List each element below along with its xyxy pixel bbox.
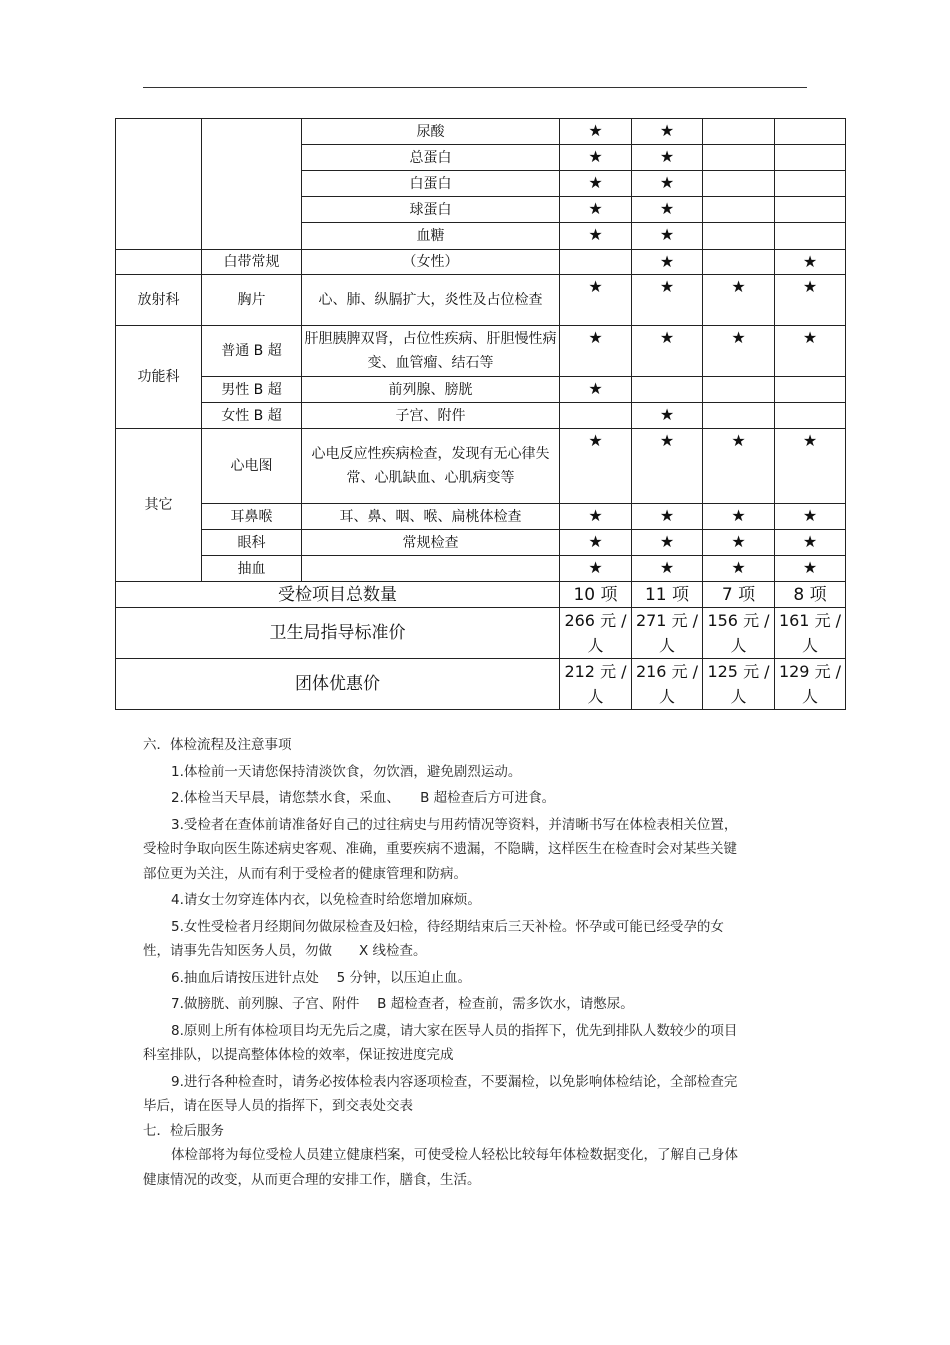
total-row bbox=[116, 582, 846, 608]
table-row bbox=[116, 119, 846, 145]
section-7-text: 体检部将为每位受检人员建立健康档案，可使受检人轻松比较每年体检数据变化，了解自己身体健康情况的改变，从而更合理的安排工作，膳食，生活。 bbox=[143, 1147, 738, 1188]
mark-cell: ★ bbox=[632, 403, 703, 429]
mark-cell: ★ bbox=[703, 275, 775, 326]
mark-cell bbox=[775, 377, 846, 403]
mark-cell: ★ bbox=[703, 429, 775, 504]
mark-cell: ★ bbox=[560, 326, 632, 377]
price-value: 212 元 /人 bbox=[560, 659, 632, 710]
dept-cell: 功能科 bbox=[116, 326, 202, 429]
mark-cell: ★ bbox=[775, 250, 846, 275]
mark-cell: ★ bbox=[703, 530, 775, 556]
mark-cell bbox=[703, 119, 775, 145]
mark-cell: ★ bbox=[775, 530, 846, 556]
section-6-title: 六．体检流程及注意事项 bbox=[143, 737, 292, 753]
item-cell: 白蛋白 bbox=[302, 171, 560, 197]
mark-cell bbox=[775, 171, 846, 197]
mark-cell: ★ bbox=[632, 504, 703, 530]
mark-cell: ★ bbox=[560, 275, 632, 326]
dept-cell-empty bbox=[116, 250, 202, 275]
dept-cell-empty bbox=[116, 119, 202, 250]
mark-cell: ★ bbox=[632, 223, 703, 250]
sub-cell: 耳鼻喉 bbox=[202, 504, 302, 530]
mark-cell: ★ bbox=[560, 119, 632, 145]
mark-cell: ★ bbox=[560, 197, 632, 223]
mark-cell: ★ bbox=[632, 197, 703, 223]
table-row bbox=[116, 530, 846, 556]
note-item: 2.体检当天早晨，请您禁水食，采血、 B 超检查后方可进食。 bbox=[171, 790, 556, 806]
mark-cell: ★ bbox=[775, 275, 846, 326]
item-cell bbox=[302, 556, 560, 582]
note-item: 6.抽血后请按压进针点处 5 分钟，以压迫止血。 bbox=[171, 969, 472, 986]
note-item: 9.进行各种检查时，请务必按体检表内容逐项检查，不要漏检，以免影响体检结论，全部检查完毕后，请在医导人员的指挥下，到交表处交表 bbox=[143, 1073, 738, 1114]
mark-cell bbox=[703, 171, 775, 197]
sub-cell: 眼科 bbox=[202, 530, 302, 556]
mark-cell: ★ bbox=[775, 504, 846, 530]
mark-cell: ★ bbox=[703, 556, 775, 582]
note-item: 8.原则上所有体检项目均无先后之虞，请大家在医导人员的指挥下，优先到排队人数较少的项目科室排队，以提高整体体检的效率，保证按进度完成 bbox=[143, 1022, 738, 1063]
price-value: 216 元 /人 bbox=[632, 659, 703, 710]
item-cell: 耳、鼻、咽、喉、扁桃体检查 bbox=[302, 504, 560, 530]
mark-cell: ★ bbox=[632, 530, 703, 556]
note-item: 5.女性受检者月经期间勿做尿检查及妇检，待经期结束后三天补检。怀孕或可能已经受孕的女性，请事先告知医务人员，勿做 X 线检查。 bbox=[143, 918, 724, 959]
item-cell: 血糖 bbox=[302, 223, 560, 250]
note-item: 1.体检前一天请您保持清淡饮食，勿饮酒，避免剧烈运动。 bbox=[171, 763, 522, 780]
mark-cell: ★ bbox=[632, 119, 703, 145]
group-price-label: 团体优惠价 bbox=[116, 659, 560, 710]
table-row bbox=[116, 326, 846, 377]
mark-cell bbox=[703, 403, 775, 429]
sub-cell: 心电图 bbox=[202, 429, 302, 504]
notes-section bbox=[143, 733, 743, 1192]
sub-cell: 普通 B 超 bbox=[202, 326, 302, 377]
mark-cell bbox=[775, 119, 846, 145]
note-item: 4.请女士勿穿连体内衣，以免检查时给您增加麻烦。 bbox=[171, 892, 481, 908]
mark-cell: ★ bbox=[560, 556, 632, 582]
note-item: 3.受检者在查体前请准备好自己的过往病史与用药情况等资料，并清晰书写在体检表相关位置，受检时争取向医生陈述病史客观、准确，重要疾病不遗漏，不隐瞒，这样医生在检查时会对某些关键部位更为关注，从而有利于受检者的健康管理和防病。 bbox=[143, 816, 738, 882]
header-rule bbox=[143, 87, 807, 88]
sub-cell: 抽血 bbox=[202, 556, 302, 582]
item-cell: 常规检查 bbox=[302, 530, 560, 556]
mark-cell: ★ bbox=[775, 326, 846, 377]
mark-cell: ★ bbox=[703, 504, 775, 530]
mark-cell bbox=[703, 197, 775, 223]
mark-cell bbox=[775, 403, 846, 429]
price-value: 129 元 /人 bbox=[775, 659, 846, 710]
mark-cell bbox=[560, 403, 632, 429]
item-cell: 心电反应性疾病检查，发现有无心律失常、心肌缺血、心肌病变等 bbox=[302, 429, 560, 504]
mark-cell: ★ bbox=[560, 171, 632, 197]
mark-cell bbox=[632, 377, 703, 403]
exam-package-table bbox=[115, 118, 846, 710]
mark-cell: ★ bbox=[632, 429, 703, 504]
note-item: 7.做膀胱、前列腺、子宫、附件 B 超检查者，检查前，需多饮水，请憋尿。 bbox=[171, 996, 634, 1012]
sub-cell-empty bbox=[202, 119, 302, 250]
price-value: 271 元 /人 bbox=[632, 608, 703, 659]
mark-cell bbox=[703, 250, 775, 275]
group-price-row bbox=[116, 659, 846, 710]
standard-price-label: 卫生局指导标准价 bbox=[116, 608, 560, 659]
sub-cell: 女性 B 超 bbox=[202, 403, 302, 429]
total-value: 7 项 bbox=[703, 582, 775, 608]
table-row bbox=[116, 429, 846, 504]
dept-cell: 其它 bbox=[116, 429, 202, 582]
mark-cell: ★ bbox=[632, 556, 703, 582]
mark-cell: ★ bbox=[632, 275, 703, 326]
mark-cell: ★ bbox=[632, 250, 703, 275]
price-value: 156 元 /人 bbox=[703, 608, 775, 659]
mark-cell bbox=[560, 250, 632, 275]
table-row bbox=[116, 556, 846, 582]
item-cell: （女性） bbox=[302, 250, 560, 275]
table-row bbox=[116, 403, 846, 429]
mark-cell: ★ bbox=[560, 377, 632, 403]
total-label: 受检项目总数量 bbox=[116, 582, 560, 608]
price-value: 161 元 /人 bbox=[775, 608, 846, 659]
item-cell: 子宫、附件 bbox=[302, 403, 560, 429]
standard-price-row bbox=[116, 608, 846, 659]
item-cell: 总蛋白 bbox=[302, 145, 560, 171]
price-value: 266 元 /人 bbox=[560, 608, 632, 659]
mark-cell: ★ bbox=[775, 556, 846, 582]
mark-cell: ★ bbox=[560, 429, 632, 504]
sub-cell: 男性 B 超 bbox=[202, 377, 302, 403]
price-value: 125 元 /人 bbox=[703, 659, 775, 710]
sub-cell: 白带常规 bbox=[202, 250, 302, 275]
item-cell: 心、肺、纵膈扩大，炎性及占位检查 bbox=[302, 275, 560, 326]
table-row bbox=[116, 250, 846, 275]
mark-cell bbox=[703, 223, 775, 250]
mark-cell: ★ bbox=[560, 145, 632, 171]
section-7-title: 七．检后服务 bbox=[143, 1122, 224, 1139]
mark-cell bbox=[775, 197, 846, 223]
item-cell: 肝胆胰脾双肾，占位性疾病、肝胆慢性病变、血管瘤、结石等 bbox=[302, 326, 560, 377]
total-value: 11 项 bbox=[632, 582, 703, 608]
mark-cell: ★ bbox=[632, 326, 703, 377]
mark-cell: ★ bbox=[703, 326, 775, 377]
mark-cell bbox=[775, 223, 846, 250]
item-cell: 球蛋白 bbox=[302, 197, 560, 223]
item-cell: 尿酸 bbox=[302, 119, 560, 145]
mark-cell: ★ bbox=[560, 530, 632, 556]
table-row bbox=[116, 275, 846, 326]
mark-cell: ★ bbox=[560, 504, 632, 530]
mark-cell: ★ bbox=[632, 145, 703, 171]
table-row bbox=[116, 504, 846, 530]
sub-cell: 胸片 bbox=[202, 275, 302, 326]
mark-cell: ★ bbox=[775, 429, 846, 504]
table-row bbox=[116, 377, 846, 403]
mark-cell bbox=[703, 145, 775, 171]
mark-cell bbox=[703, 377, 775, 403]
total-value: 8 项 bbox=[775, 582, 846, 608]
dept-cell: 放射科 bbox=[116, 275, 202, 326]
total-value: 10 项 bbox=[560, 582, 632, 608]
mark-cell: ★ bbox=[560, 223, 632, 250]
mark-cell: ★ bbox=[632, 171, 703, 197]
item-cell: 前列腺、膀胱 bbox=[302, 377, 560, 403]
mark-cell bbox=[775, 145, 846, 171]
